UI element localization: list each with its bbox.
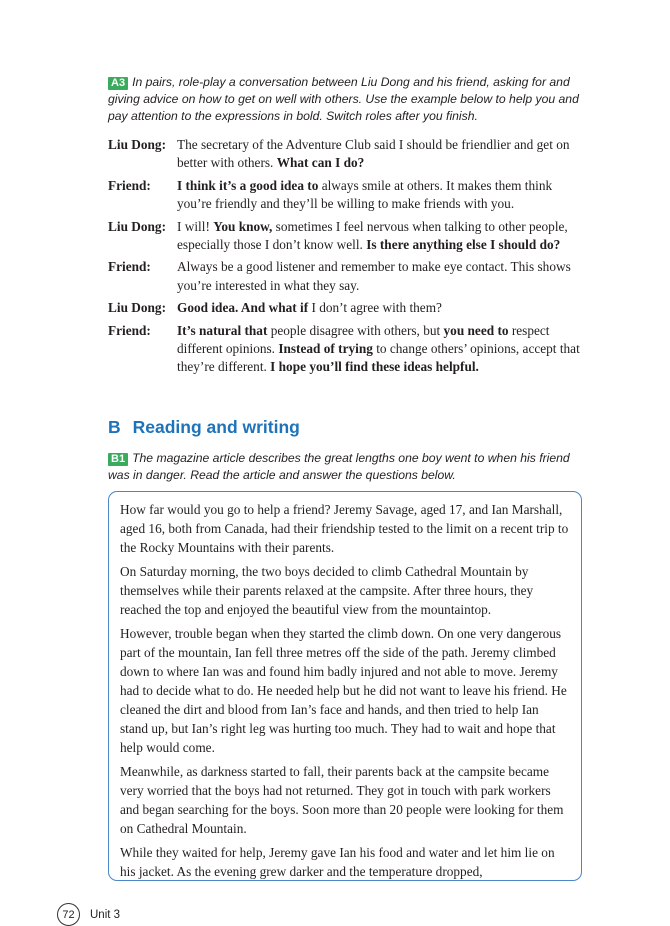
dialogue: [108, 136, 590, 381]
dialogue-turn: [108, 177, 590, 214]
speaker-label: Friend:: [108, 177, 151, 193]
article-paragraph: How far would you go to help a friend? Jeremy Savage, aged 17, and Ian Marshall, aged 16, both from Canada, had their friendship tested to the limit on a recent trip to the Rocky Mountains with their parents.: [120, 502, 569, 555]
speech-fragment: to change others’ opinions, accept that they’re different.: [177, 341, 580, 375]
speech-fragment: The secretary of the Adventure Club said I should be friendlier and get on better with others.: [177, 137, 570, 171]
b1-instruction: [108, 450, 586, 484]
article-paragraph: However, trouble began when they started the climb down. On one very dangerous part of the mountain, Ian fell three metres off the side of the path. Jeremy climbed down to where Ian was and found him badly injured and not able to move. Jeremy had to decide what to do. He needed help but he did not want to leave his friend. He cleaned the dirt and blood from Ian’s face and hands, and then tried to help Ian stand up, but Ian’s right leg was hurting too much. They had to wait and hope that help would come.: [120, 626, 567, 755]
speech-fragment: respect different opinions.: [177, 322, 550, 357]
speaker-label: Liu Dong:: [108, 218, 167, 234]
dialogue-turn: [108, 322, 590, 377]
section-title: Reading and writing: [132, 417, 300, 437]
speech-fragment: sometimes I feel nervous when talking to other people, especially those I don’t know well.: [177, 218, 568, 253]
page-number: 72: [57, 903, 80, 926]
speech-fragment: people disagree with others, but: [267, 322, 444, 338]
speech-fragment: always smile at others. It makes them think you’re friendly and they’ll be willing to make friends with you.: [177, 177, 553, 212]
bold-expression: I hope you’ll find these ideas helpful.: [270, 359, 479, 375]
article-paragraph: On Saturday morning, the two boys decided to climb Cathedral Mountain by themselves while their parents relaxed at the campsite. After three hours, they reached the top and enjoyed the beautiful view from the mountaintop.: [120, 564, 534, 617]
dialogue-turn: [108, 218, 590, 255]
speech-text: [177, 258, 590, 295]
speech-text: [177, 299, 590, 317]
bold-expression: What can I do?: [276, 155, 365, 171]
article-box: [108, 491, 582, 881]
b1-badge: B1: [108, 453, 128, 466]
speaker-label: Liu Dong:: [108, 300, 167, 316]
article-paragraph: While they waited for help, Jeremy gave Ian his food and water and let him lie on his jacket. As the evening grew darker and the temperature dropped,: [120, 845, 555, 879]
speech-text: [177, 218, 590, 255]
dialogue-turn: [108, 299, 590, 317]
speech-text: [177, 136, 590, 173]
unit-label: Unit 3: [90, 908, 121, 921]
article-paragraph: Meanwhile, as darkness started to fall, their parents back at the campsite became very worried that the boys had not returned. They got in touch with park workers and began searching for the boys. Soon more than 20 people were looking for them on Cathedral Mountain.: [120, 764, 564, 836]
speech-text: [177, 177, 590, 214]
speaker-label: Liu Dong:: [108, 137, 167, 152]
speech-fragment: Always be a good listener and remember to make eye contact. This shows you’re interested in what they say.: [177, 259, 571, 293]
dialogue-turn: [108, 258, 590, 295]
dialogue-turn: [108, 136, 590, 173]
bold-expression: you need to: [443, 322, 509, 338]
bold-expression: Good idea. And what if: [177, 300, 309, 316]
bold-expression: I think it’s a good idea to: [177, 177, 319, 193]
speech-fragment: I don’t agree with them?: [308, 300, 442, 316]
speaker-label: Friend:: [108, 322, 151, 338]
section-heading: [108, 417, 300, 438]
bold-expression: Is there anything else I should do?: [366, 237, 561, 253]
page-footer: [57, 903, 120, 926]
a3-instruction-text: In pairs, role-play a conversation between Liu Dong and his friend, asking for and giving advice on how to get on well with others. Use the example below to help you and pay attention to the expressions in bold. Switch roles after you finish.: [108, 75, 579, 123]
bold-expression: It’s natural that: [177, 322, 268, 338]
speech-fragment: I will!: [177, 218, 214, 234]
a3-instruction: [108, 74, 586, 125]
b1-instruction-text: The magazine article describes the great lengths one boy went to when his friend was in danger. Read the article and answer the questions below.: [108, 451, 570, 482]
bold-expression: You know,: [213, 218, 273, 234]
a3-badge: A3: [108, 77, 128, 90]
speaker-label: Friend:: [108, 259, 151, 275]
section-letter: B: [108, 417, 121, 437]
speech-text: [177, 322, 590, 377]
bold-expression: Instead of trying: [278, 341, 373, 357]
